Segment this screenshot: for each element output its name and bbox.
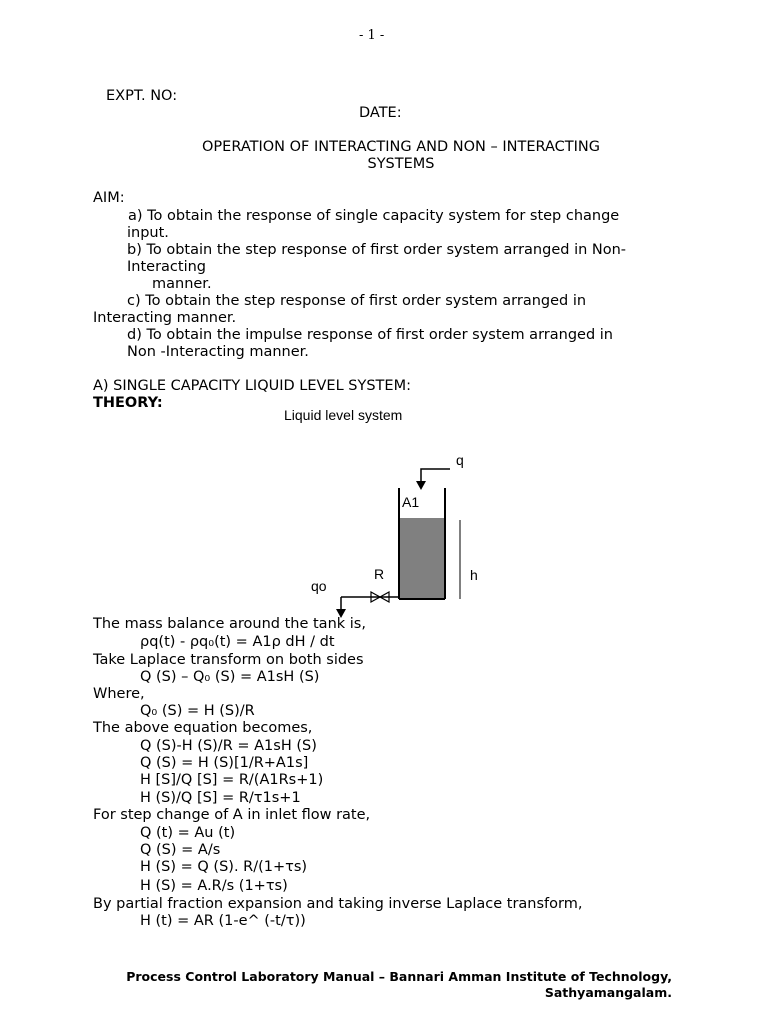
equation-line: Q (S) – Q₀ (S) = A1sH (S)	[140, 669, 320, 685]
page-title-line1: OPERATION OF INTERACTING AND NON – INTERACTING	[202, 139, 600, 155]
label-q: q	[456, 452, 464, 468]
label-a1: A1	[402, 494, 420, 510]
aim-line-b-cont1: Interacting	[127, 259, 206, 275]
aim-heading: AIM:	[93, 190, 125, 206]
equation-line: Q (S)-H (S)/R = A1sH (S)	[140, 738, 317, 754]
equation-line: H (t) = AR (1-e^ (-t/τ))	[140, 913, 306, 929]
equation-line: Q (S) = A/s	[140, 842, 221, 858]
equation-line: H [S]/Q [S] = R/(A1Rs+1)	[140, 772, 324, 788]
footer-line1: Process Control Laboratory Manual – Bannari Amman Institute of Technology,	[126, 969, 672, 984]
footer-line2: Sathyamangalam.	[544, 985, 672, 1000]
tank-liquid	[400, 518, 444, 598]
body-line: Where,	[93, 686, 145, 702]
aim-line-c: c) To obtain the step response of first order system arranged in	[127, 293, 587, 309]
equation-line: H (S) = Q (S). R/(1+τs)	[140, 859, 308, 875]
diagram-title: Liquid level system	[284, 407, 403, 423]
label-qo: qo	[311, 578, 327, 594]
aim-line-b: b) To obtain the step response of first order system arranged in Non-	[127, 242, 627, 258]
equation-line: ρq(t) - ρq₀(t) = A1ρ dH / dt	[140, 634, 335, 650]
equation-line: H (S) = A.R/s (1+τs)	[140, 878, 288, 894]
equation-line: Q (t) = Au (t)	[140, 825, 236, 841]
label-r: R	[374, 566, 385, 582]
section-a-heading: A) SINGLE CAPACITY LIQUID LEVEL SYSTEM:	[93, 378, 411, 394]
equation-line: H (S)/Q [S] = R/τ1s+1	[140, 790, 301, 806]
equation-line: Q₀ (S) = H (S)/R	[140, 703, 255, 719]
label-h: h	[470, 567, 478, 583]
body-line: By partial fraction expansion and taking inverse Laplace transform,	[93, 896, 583, 912]
aim-line-c-cont: Interacting manner.	[93, 310, 237, 326]
inlet-arrow-icon	[416, 481, 426, 490]
body-line: The above equation becomes,	[93, 720, 313, 736]
body-line: For step change of A in inlet flow rate,	[93, 807, 371, 823]
expt-no-label: EXPT. NO:	[106, 88, 178, 104]
date-label: DATE:	[359, 105, 402, 121]
inlet-flow-line	[421, 469, 450, 482]
body-line: The mass balance around the tank is,	[93, 616, 366, 632]
body-line: Take Laplace transform on both sides	[93, 652, 364, 668]
aim-line-d-cont: Non -Interacting manner.	[127, 344, 309, 360]
page-number: - 1 -	[359, 28, 385, 43]
aim-line-a: a) To obtain the response of single capacity system for step change	[128, 208, 620, 224]
theory-heading: THEORY:	[93, 395, 163, 411]
equation-line: Q (S) = H (S)[1/R+A1s]	[140, 755, 309, 771]
page-title-line2: SYSTEMS	[367, 156, 435, 172]
aim-line-a-cont: input.	[127, 225, 169, 241]
aim-line-b-cont2: manner.	[152, 276, 212, 292]
aim-line-d: d) To obtain the impulse response of first order system arranged in	[127, 327, 613, 343]
